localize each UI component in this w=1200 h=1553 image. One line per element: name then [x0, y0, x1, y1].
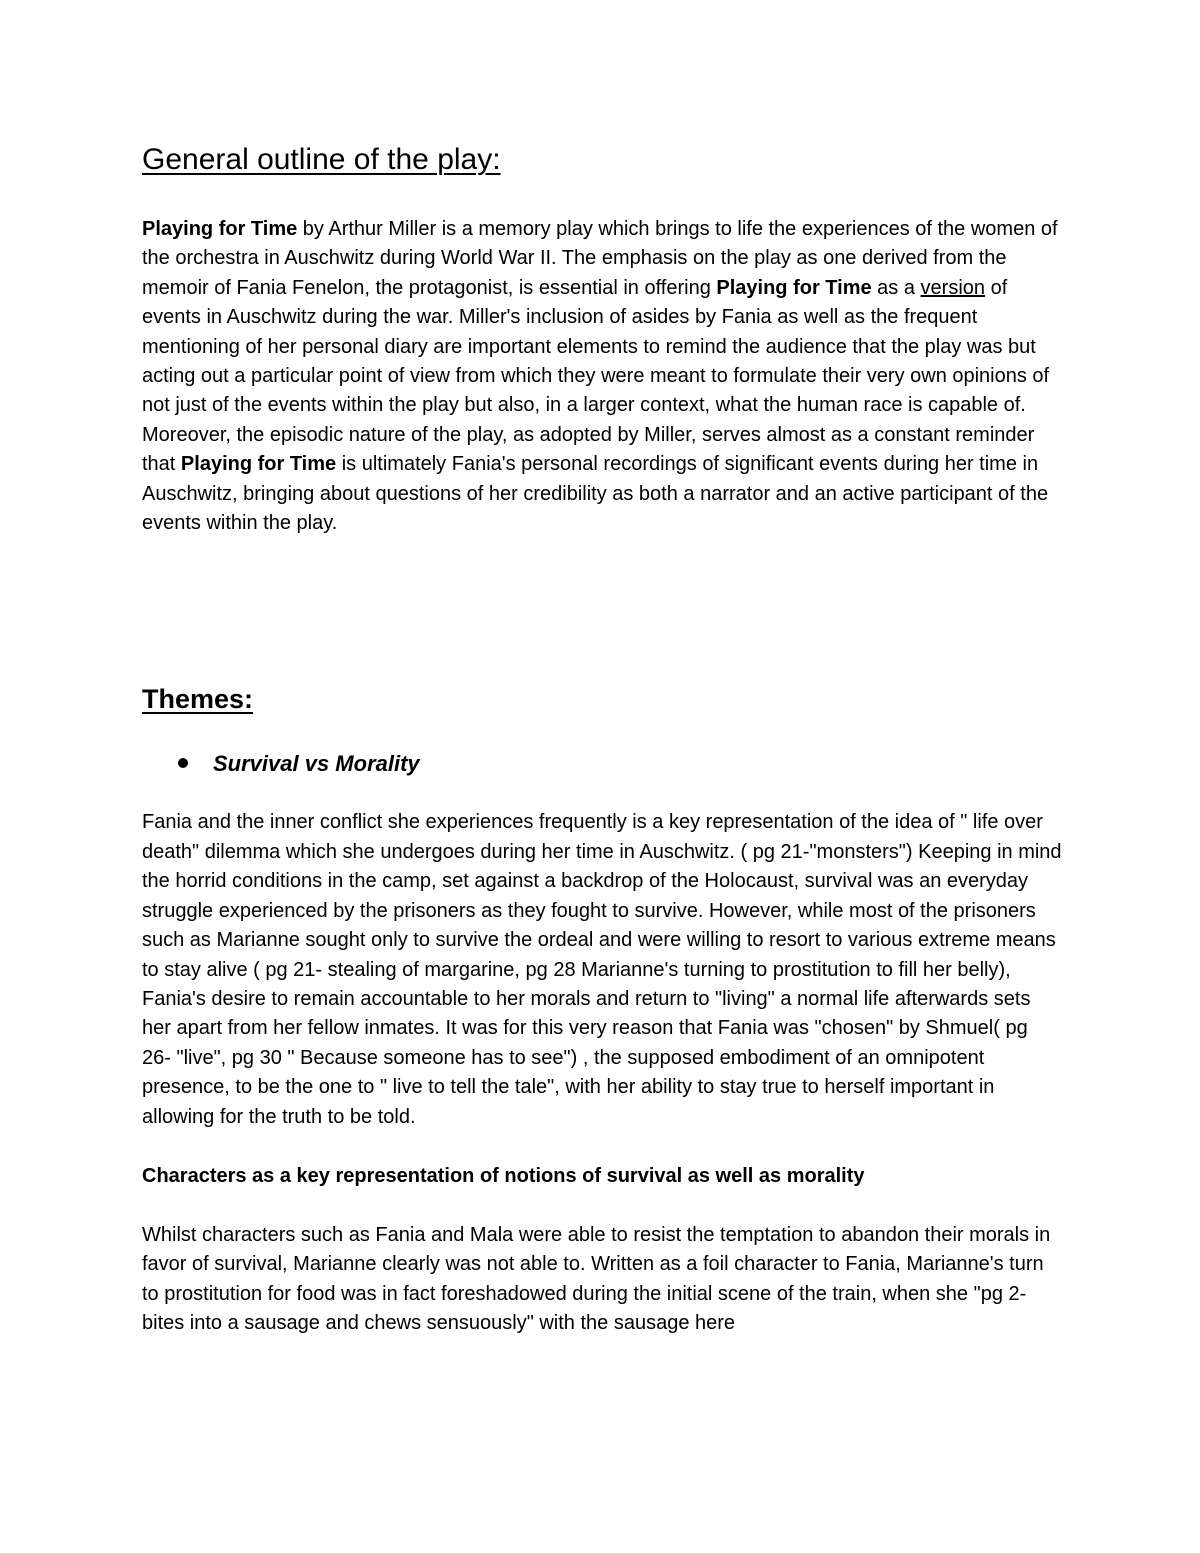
theme-list	[142, 748, 1062, 780]
outline-paragraph	[142, 215, 1062, 538]
bullet-icon	[178, 758, 188, 768]
themes-heading: Themes:	[142, 684, 254, 715]
outline-text: is ultimately Fania's personal recordings of significant events during her time in Auschwitz, bringing about questions of her credibility as both a narrator and an active participant of the events within the play.	[142, 453, 1049, 535]
outline-text: of events in Auschwitz during the war. Miller's inclusion of asides by Fania as well as the frequent mentioning of her personal diary are important elements to remind the audience that the play was but acting out a particular point of view from which they were meant to formulate their very own opinions of not just of the events within the play but also, in a larger context, what the human race is capable of. Moreover, the episodic nature of the play, as adopted by Miller, serves almost as a constant reminder that	[142, 276, 1050, 476]
theme-label: Survival vs Morality	[213, 751, 420, 777]
outline-text: by Arthur Miller is a memory play which brings to life the experiences of the women of the orchestra in Auschwitz during World War II. The emphasis on the play as one derived from the memoir of Fania Fenelon, the protagonist, is essential in offering	[142, 218, 1058, 299]
theme-list-item	[142, 748, 1062, 780]
survival-paragraph: Fania and the inner conflict she experiences frequently is a key representation of the idea of " life over death" dilemma which she undergoes during her time in Auschwitz. ( pg 21-"monsters") Keeping in mind the horrid conditions in the camp, set against a backdrop of the Holocaust, survival was an everyday struggle experienced by the prisoners as they fought to survive. However, while most of the prisoners such as Marianne sought only to survive the ordeal and were willing to resort to various extreme means to stay alive ( pg 21- stealing of margarine, pg 28 Marianne's turning to prostitution to fill her belly), Fania's desire to remain accountable to her morals and return to "living" a normal life afterwards sets her apart from her fellow inmates. It was for this very reason that Fania was "chosen" by Shmuel( pg 26- "live", pg 30 " Because someone has to see") , the supposed embodiment of an omnipotent presence, to be the one to " live to tell the tale", with her ability to stay true to herself important in allowing for the truth to be told.	[142, 811, 1062, 1128]
outline-heading: General outline of the play:	[142, 143, 501, 176]
characters-heading: Characters as a key representation of notions of survival as well as morality	[142, 1164, 865, 1187]
play-title-bold: Playing for Time	[180, 453, 337, 476]
play-title-bold: Playing for Time	[716, 276, 872, 299]
characters-paragraph: Whilst characters such as Fania and Mala were able to resist the temptation to abandon their morals in favor of survival, Marianne clearly was not able to. Written as a foil character to Fania, Marianne's turn to prostitution for food was in fact foreshadowed during the initial scene of the train, when she "pg 2- bites into a sausage and chews sensuously" with the sausage here	[142, 1223, 1051, 1335]
outline-text: as a	[871, 276, 921, 299]
play-title-bold: Playing for Time	[142, 218, 298, 240]
underlined-word: version	[920, 276, 986, 299]
document-body	[142, 138, 1062, 1339]
